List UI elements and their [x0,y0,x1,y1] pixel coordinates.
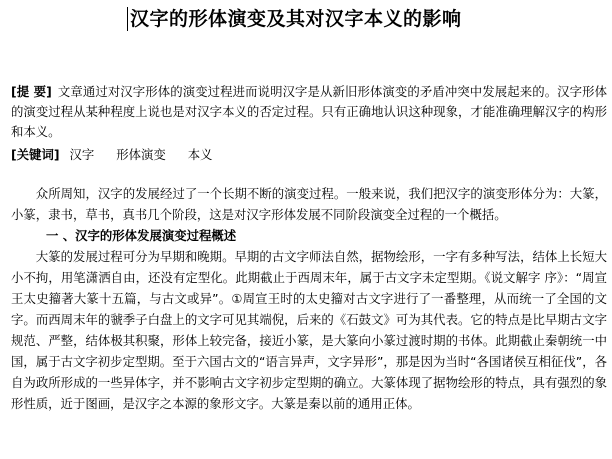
section-paragraph: 大篆的发展过程可分为早期和晚期。早期的古文字师法自然，据物绘形，一字有多种写法，结体上长短大小不拘，用笔潇洒自由，还没有定型化。此期截止于西周末年，属于古文字未定型期。《说文解字 序》：“周宣王太史籀著大篆十五篇，与古文或异”。①周宣王时的太史籀对古文字进行了一番整理，从而统一了全国的文字。而西周末年的虢季子白盘上的文字可见其端倪，后来的《石鼓文》可为其代表。它的特点是比早期古文字规范、严整，结体极其积聚，形体上较完备，接近小篆，是大篆向小篆过渡时期的书体。此期截止秦朝统一中国，属于古文字初步定型期。至于六国古文的“语言异声，文字异形”，那是因为当时“各国诸侯互相征伐”，各自为政所形成的一些异体字，并不影响古文字初步定型期的确立。大篆体现了据物绘形的特点，具有强烈的象形性质，近于图画，是汉字之本源的象形文字。大篆是秦以前的通用正体。 [11,249,607,411]
abstract-text: 文章通过对汉字形体的演变过程进而说明汉字是从新旧形体演变的矛盾冲突中发展起来的。汉字形体的演变过程从某种程度上说也是对汉字本义的否定过程。只有正确地认识这种现象，才能准确理解汉字的构形和本义。 [11,84,608,139]
keywords [11,145,607,165]
body-text [11,183,607,414]
keyword: 形体演变 [116,147,166,162]
section-heading: 一 、汉字的形体发展演变过程概述 [46,228,237,243]
page-title: 汉字的形体演变及其对汉字本义的影响 [130,8,462,30]
abstract [11,82,607,142]
abstract-label: [提 要] [11,84,52,99]
text-cursor [127,7,128,31]
keywords-label: [关键词] [11,147,60,162]
keyword: 本义 [187,147,213,162]
keyword: 汉字 [69,147,95,162]
intro-paragraph: 众所周知，汉字的发展经过了一个长期不断的演变过程。一般来说，我们把汉字的演变形体分为：大篆，小篆，隶书，草书，真书几个阶段，这是对汉字形体发展不同阶段演变全过程的一个概括。 [11,186,607,222]
